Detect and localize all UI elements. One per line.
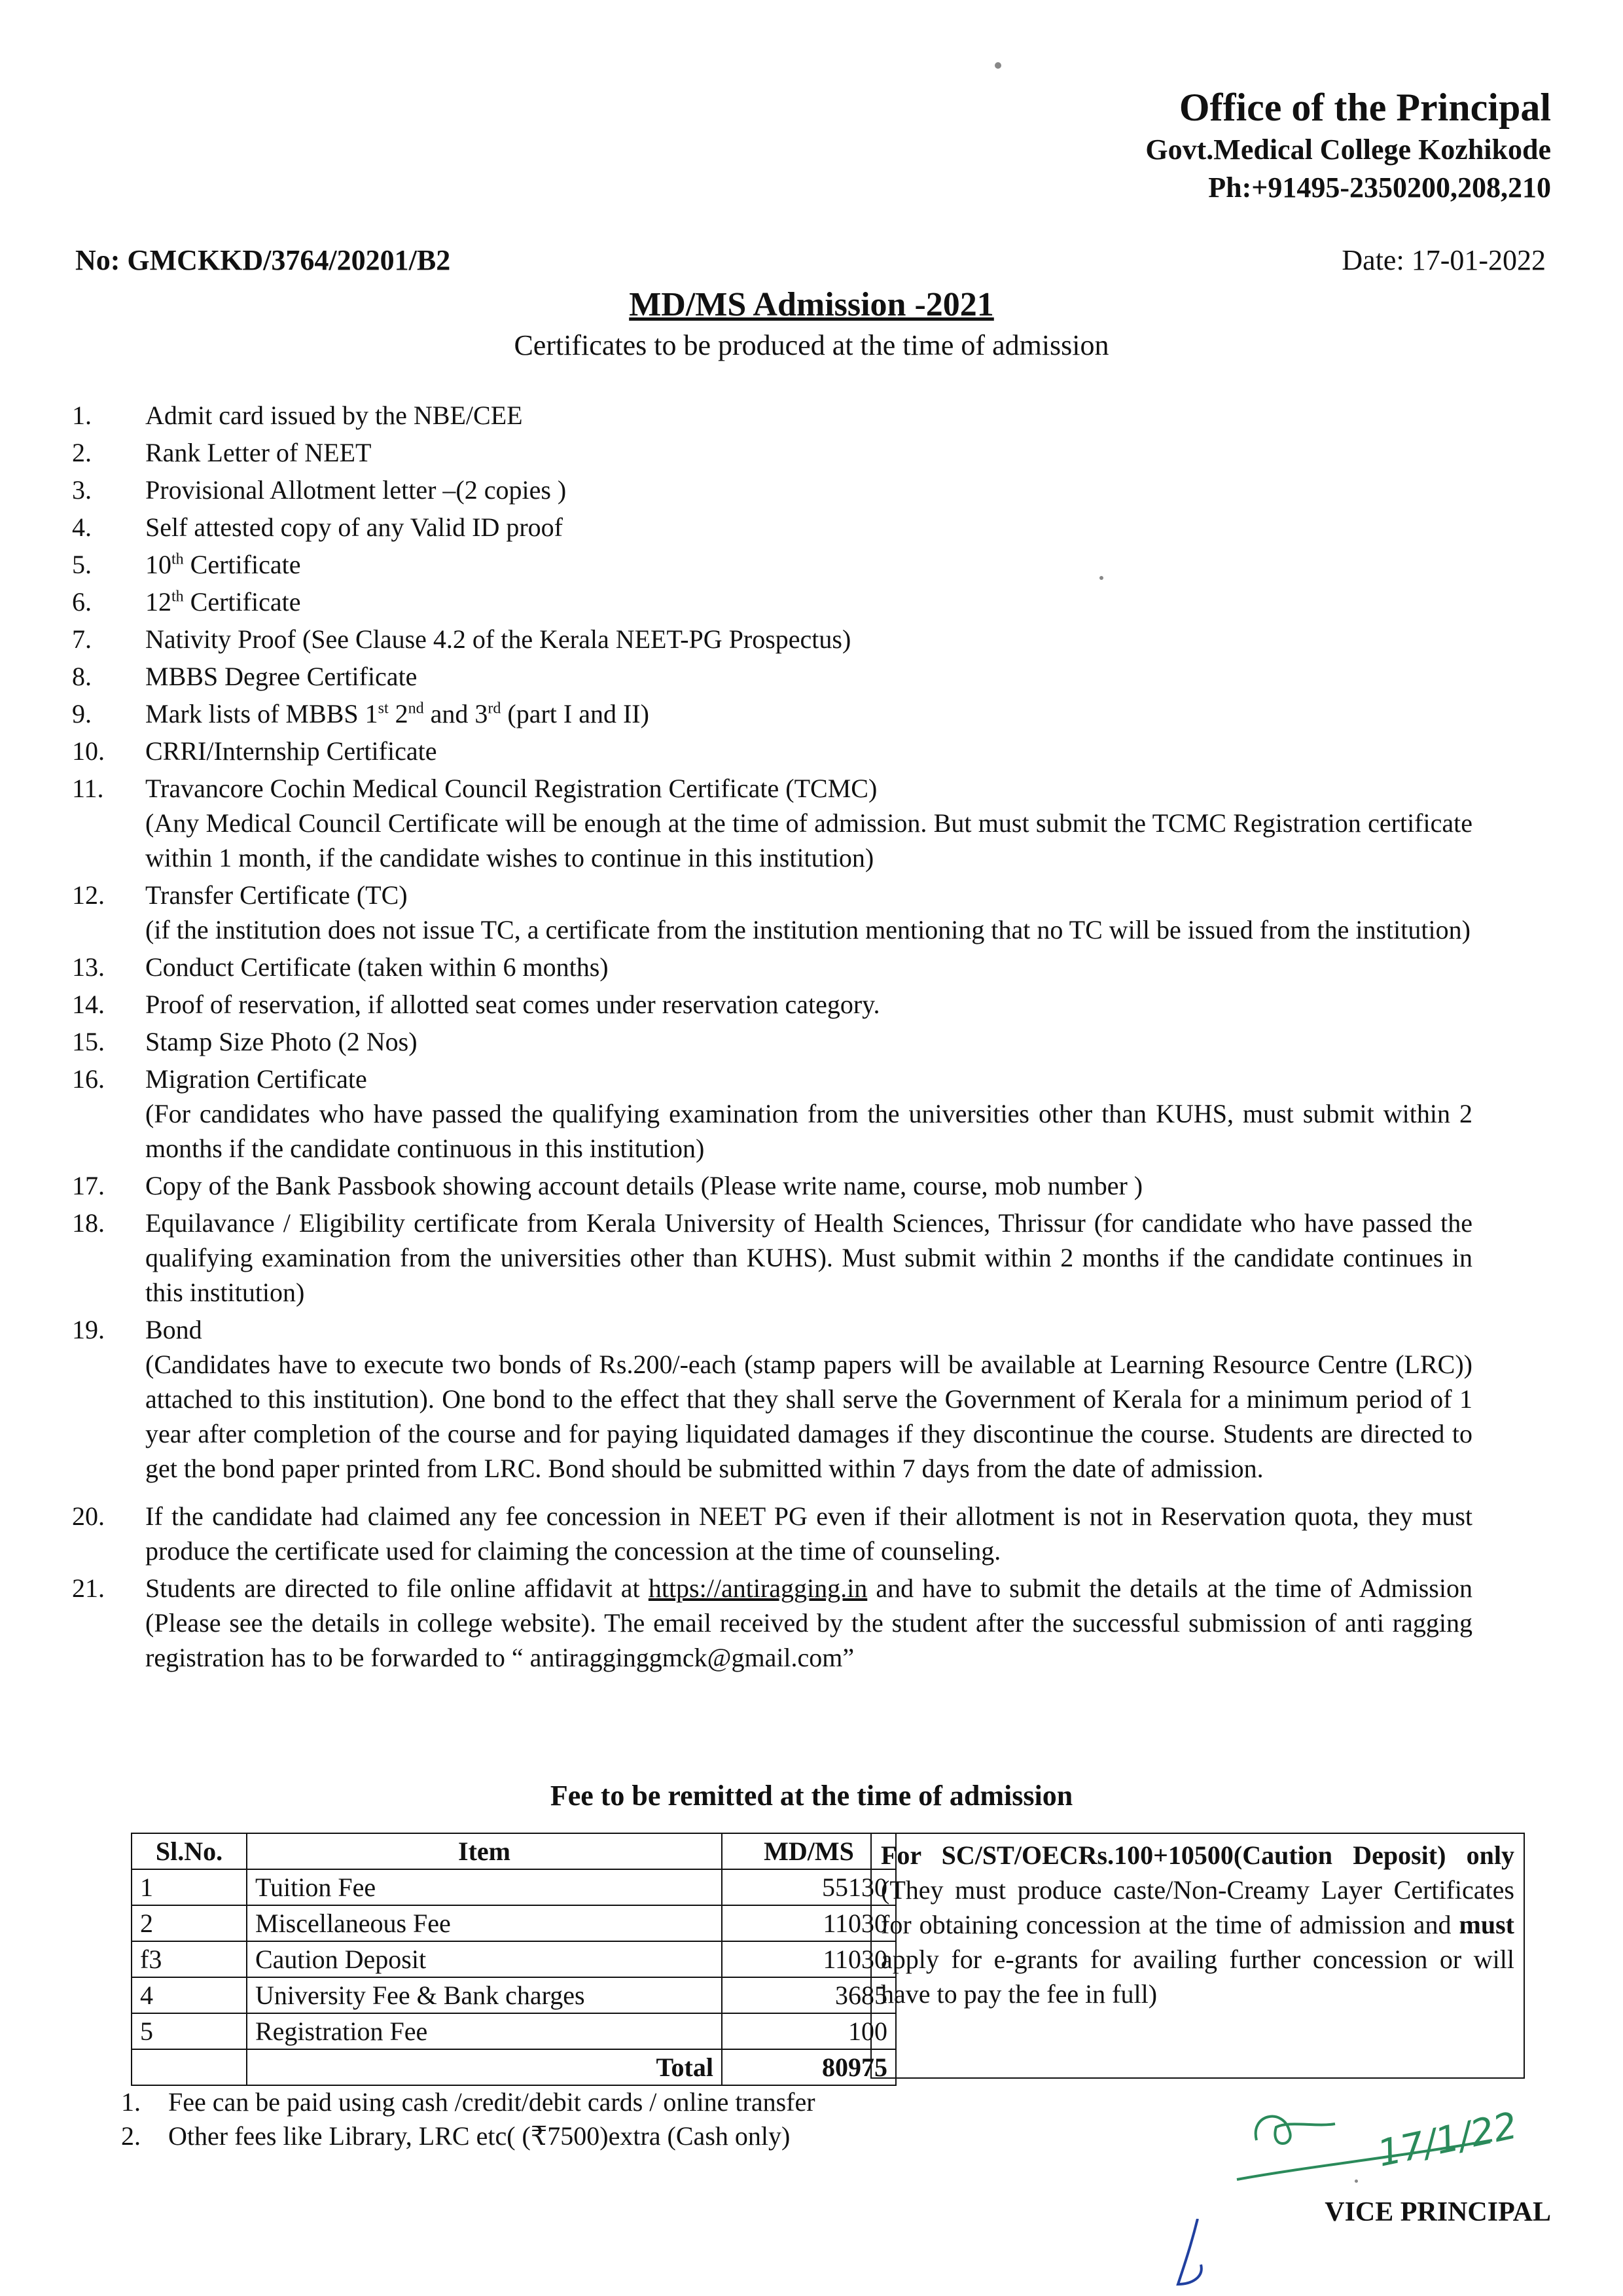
scan-speck [1099,576,1103,580]
list-item: 10. CRRI/Internship Certificate [72,736,437,766]
list-item: 15. Stamp Size Photo (2 Nos) [72,1027,418,1056]
antiragging-link[interactable]: https://antiragging.in [648,1573,868,1603]
concession-note: For SC/ST/OECRs.100+10500(Caution Deposit) only (They must produce caste/Non-Creamy Layer Certificates for obtaining concession at the time of admission and must apply for e-grants for availing further concession or will have to pay the fee in full) [870,1833,1525,2079]
college-name: Govt.Medical College Kozhikode [1145,134,1551,166]
list-item: 3. Provisional Allotment letter –(2 copies ) [72,475,567,505]
table-row: f3 Caution Deposit 11030 [132,1941,896,1977]
handwritten-signature [1230,2094,1531,2193]
fee-table [131,1833,897,2086]
document-subtitle: Certificates to be produced at the time of admission [514,329,1109,361]
fee-heading: Fee to be remitted at the time of admission [550,1780,1073,1812]
table-row: 1 Tuition Fee 55130 [132,1869,896,1905]
office-title: Office of the Principal [1179,86,1551,129]
table-row: 4 University Fee & Bank charges 3685 [132,1977,896,2013]
list-item: 2. Other fees like Library, LRC etc( (₹7500)extra (Cash only) [121,2121,791,2151]
list-item: 21. Students are directed to file online affidavit at https://antiragging.in and have to submit the details at the time of Admission (Please see the details in college website). The email received by the student after the successful submission of anti ragging registration has to be forwarded to “ antiragginggmck@gmail.com” [72,1573,1472,1672]
scan-speck [995,62,1001,69]
table-row: 5 Registration Fee 100 [132,2013,896,2049]
list-item: 2. Rank Letter of NEET [72,438,372,467]
reference-number: No: GMCKKD/3764/20201/B2 [75,244,451,276]
list-item: 14. Proof of reservation, if allotted seat comes under reservation category. [72,990,880,1019]
table-header-row: Sl.No. Item MD/MS [132,1833,896,1869]
list-item: 17. Copy of the Bank Passbook showing account details (Please write name, course, mob number ) [72,1171,1143,1200]
document-date: Date: 17-01-2022 [1342,244,1546,276]
document-title: MD/MS Admission -2021 [629,286,994,323]
scan-speck [1355,2179,1358,2183]
list-item: 9. Mark lists of MBBS 1st 2nd and 3rd (part I and II) [72,699,649,728]
signatory-designation: VICE PRINCIPAL [1325,2197,1551,2227]
list-item: 19. Bond (Candidates have to execute two bonds of Rs.200/-each (stamp papers will be available at Learning Resource Centre (LRC)) attached to this institution). One bond to the effect that they shall serve the Government of Kerala for a minimum period of 1 year after completion of the course and for paying liquidated damages if they discontinue the course. Students are directed to get the bond paper printed from LRC. Bond should be submitted within 7 days from the date of admission. [72,1315,1472,1483]
list-item: 5. 10th Certificate [72,550,301,579]
pen-mark [1165,2219,1224,2296]
list-item: 13. Conduct Certificate (taken within 6 months) [72,952,609,982]
list-item: 12. Transfer Certificate (TC) (if the institution does not issue TC, a certificate from the institution mentioning that no TC will be issued from the institution) [72,880,1471,944]
list-item: 1. Admit card issued by the NBE/CEE [72,401,523,430]
list-item: 8. MBBS Degree Certificate [72,662,418,691]
letterhead [1145,84,1551,207]
table-total-row [132,2049,896,2085]
list-item: 11. Travancore Cochin Medical Council Registration Certificate (TCMC) (Any Medical Council Certificate will be enough at the time of admission. But must submit the TCMC Registration certificate within 1 month, if the candidate wishes to continue in this institution) [72,774,1472,872]
list-item: 4. Self attested copy of any Valid ID proof [72,512,563,542]
phone-number: Ph:+91495-2350200,208,210 [1208,171,1551,204]
fee-notes [121,2085,815,2153]
total-label: Total [247,2049,722,2085]
list-item: 20. If the candidate had claimed any fee concession in NEET PG even if their allotment is not in Reservation quota, they must produce the certificate used for claiming the concession at the time of counseling. [72,1501,1472,1566]
list-item: 1. Fee can be paid using cash /credit/debit cards / online transfer [121,2087,815,2117]
list-item: 16. Migration Certificate (For candidates who have passed the qualifying examination from the universities other than KUHS, must submit within 2 months if the candidate continuous in this institution) [72,1064,1472,1163]
list-item: 18. Equilavance / Eligibility certificate from Kerala University of Health Sciences, Thrissur (for candidate who have passed the qualifying examination from the universities other than KUHS). Must submit within 2 months if the candidate continues in this institution) [72,1208,1472,1307]
list-item: 7. Nativity Proof (See Clause 4.2 of the Kerala NEET-PG Prospectus) [72,624,851,654]
total-value: 80975 [722,2049,896,2085]
list-item: 6. 12th Certificate [72,587,301,617]
certificate-list [72,398,1472,1677]
handwritten-date: 17/1/22 [1374,2104,1522,2176]
table-row: 2 Miscellaneous Fee 11030 [132,1905,896,1941]
